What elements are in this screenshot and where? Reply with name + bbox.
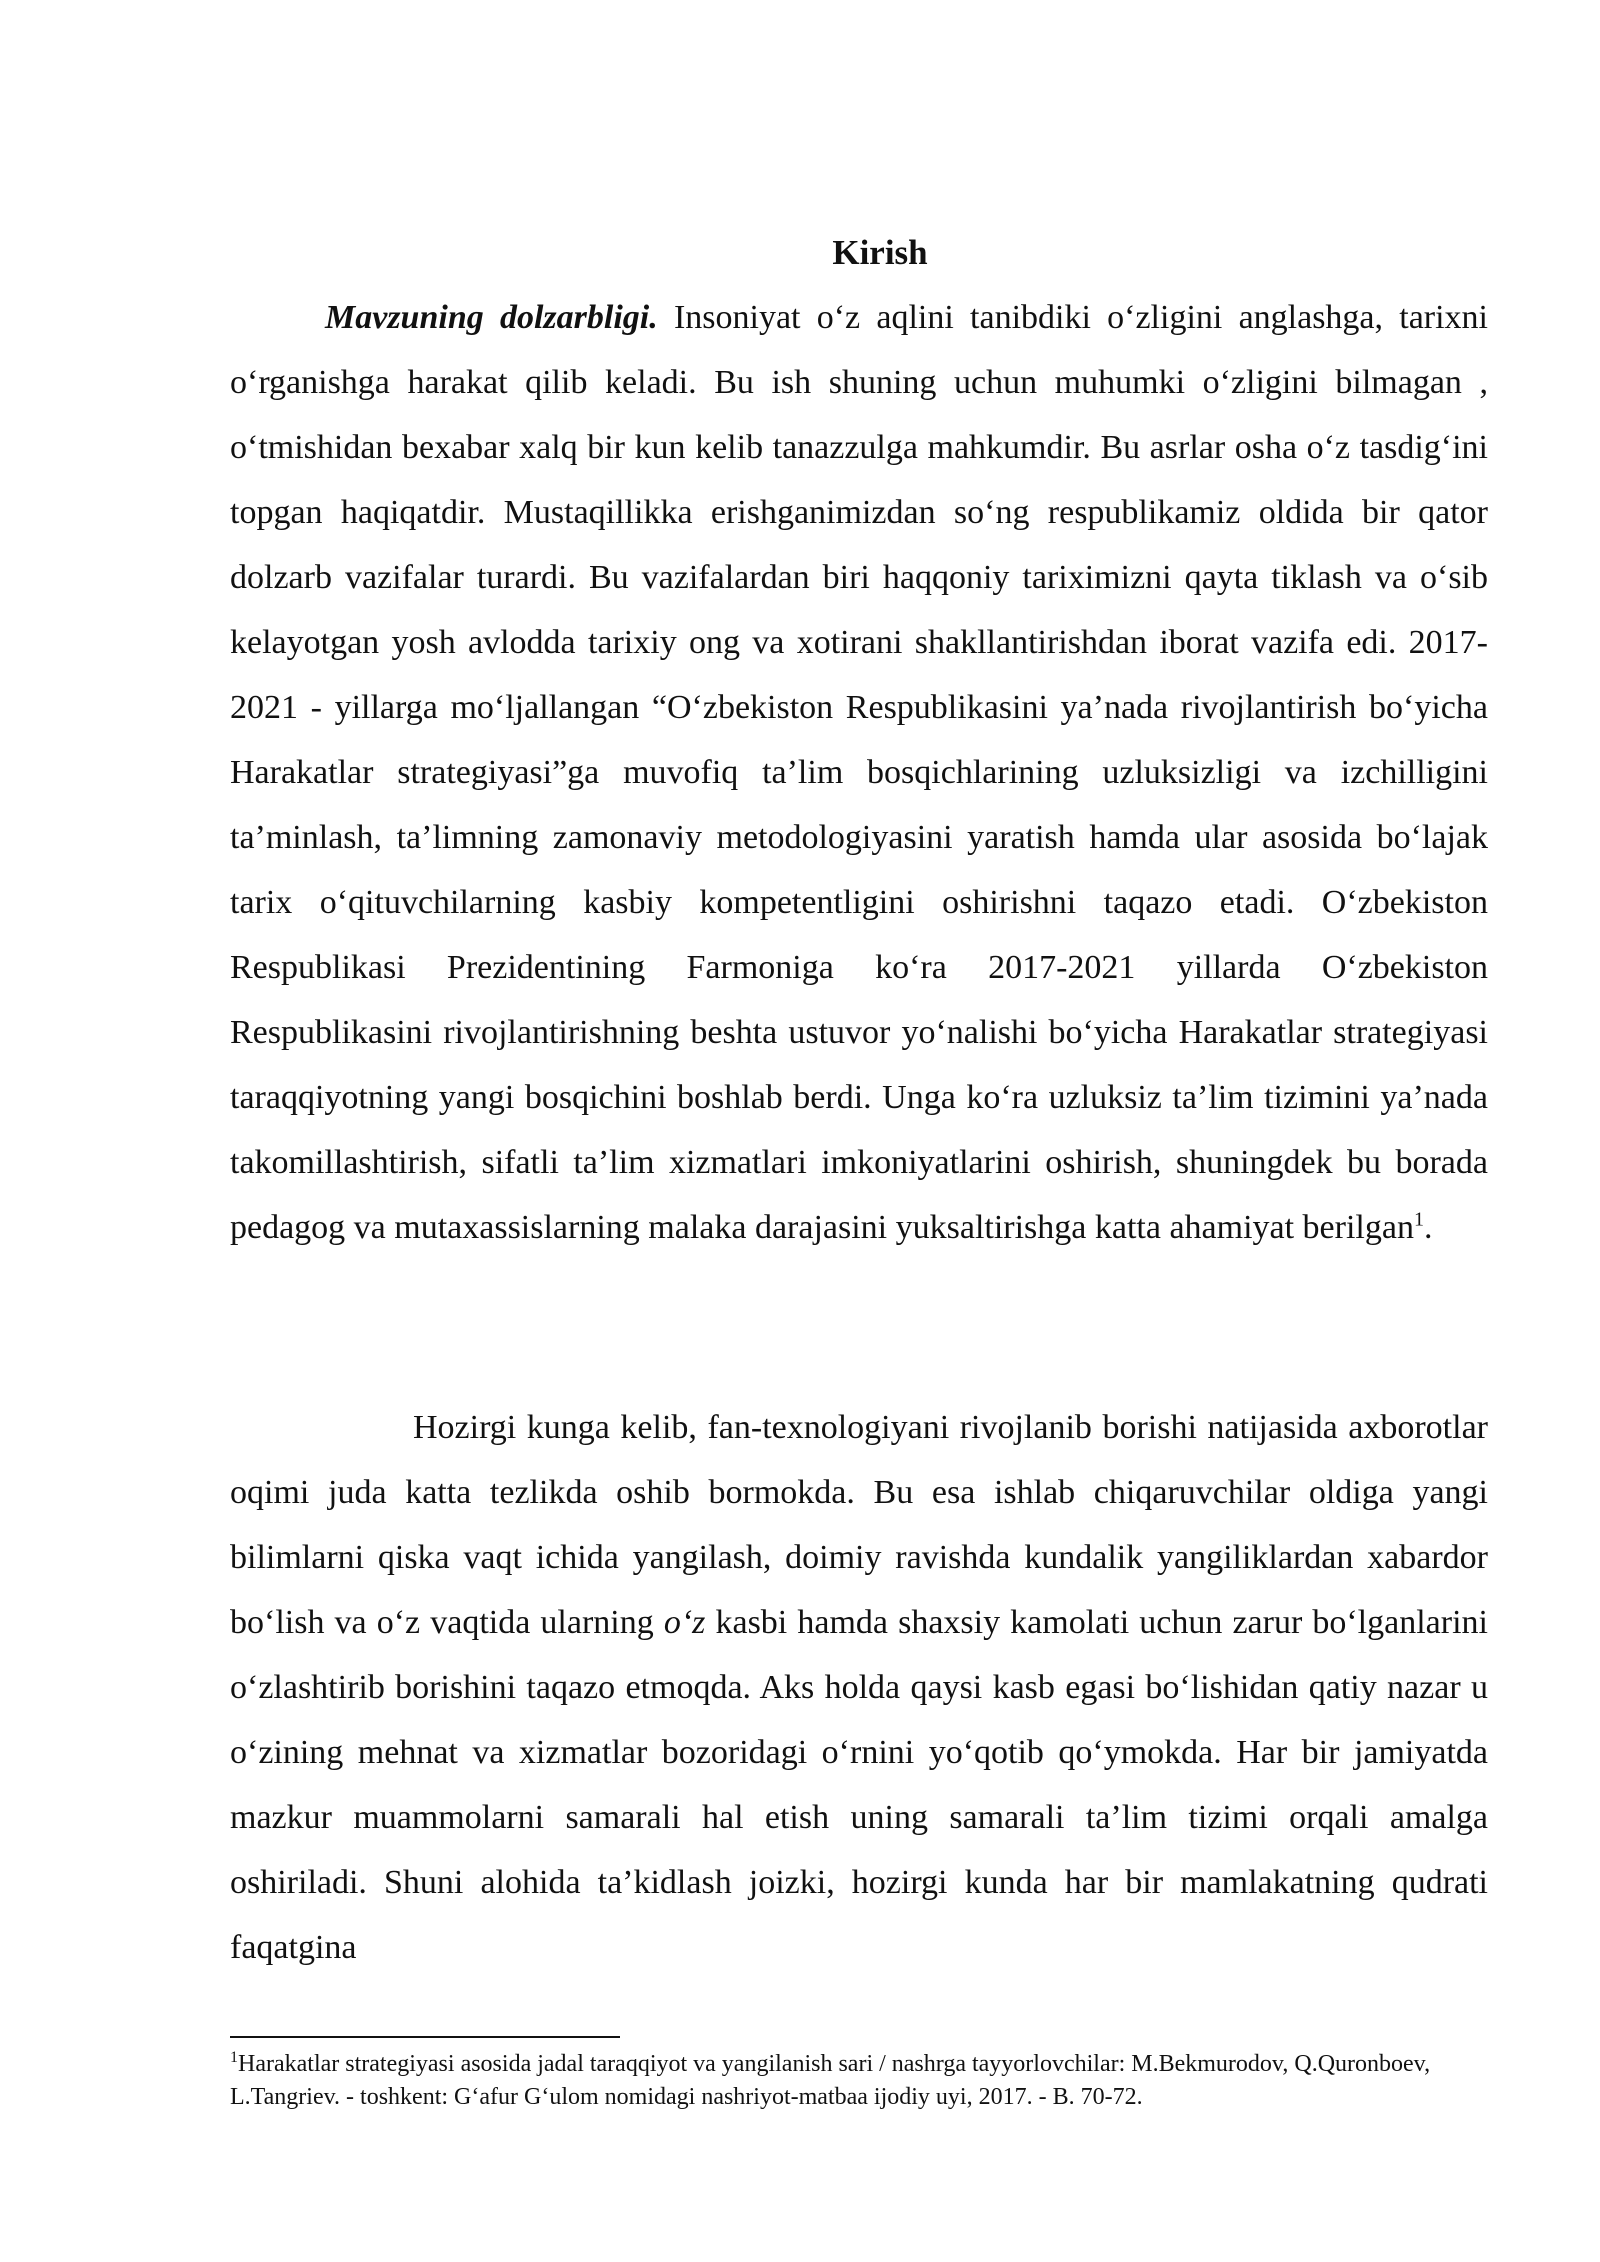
paragraph-emphasis-word: o‘z <box>663 1604 706 1641</box>
footnote-marker: 1 <box>230 2049 238 2066</box>
footnote-text: Harakatlar strategiyasi asosida jadal taraqqiyot va yangilanish sari / nashrga tayyorlovchilar: M.Bekmurodov, Q.Quronboev, L.Tangriev. - toshkent: G‘afur G‘ulom nomidagi nashriyot-matbaa ijodiy uyi, 2017. - B. 70-72. <box>230 2051 1431 2110</box>
footnote <box>230 2048 1492 2114</box>
paragraph-modern-day <box>230 1395 1488 1980</box>
page-title: Kirish <box>832 233 928 272</box>
paragraph-relevance <box>230 285 1488 1260</box>
paragraph-lead-heading: Mavzuning dolzarbligi. <box>325 299 658 336</box>
footnote-separator <box>230 2036 620 2038</box>
paragraph-modern-day-text-before: Hozirgi kunga kelib, fan-texnologiyani rivojlanib borishi natijasida axborotlar oqimi juda katta tezlikda oshib bormokda. Bu esa ishlab chiqaruvchilar oldiga yangi bilimlarni qiska vaqt ichida yangilash, doimiy ravishda kundalik yangiliklardan xabardor bo‘lish va o‘z vaqtida ularning <box>230 1409 1488 1641</box>
paragraph-relevance-end: . <box>1423 1209 1433 1246</box>
paragraph-relevance-text: Insoniyat o‘z aqlini tanibdiki o‘zligini anglashga, tarixni o‘rganishga harakat qilib keladi. Bu ish shuning uchun muhumki o‘zligini bilmagan , o‘tmishidan bexabar xalq bir kun kelib tanazzulga mahkumdir. Bu asrlar osha o‘z tasdig‘ini topgan haqiqatdir. Mustaqillikka erishganimizdan so‘ng respublikamiz oldida bir qator dolzarb vazifalar turardi. Bu vazifalardan biri haqqoniy tariximizni qayta tiklash va o‘sib kelayotgan yosh avlodda tarixiy ong va xotirani shakllantirishdan iborat vazifa edi. 2017-2021 - yillarga mo‘ljallangan “O‘zbekiston Respublikasini ya’nada rivojlantirish bo‘yicha Harakatlar strategiyasi”ga muvofiq ta’lim bosqichlarining uzluksizligi va izchilligini ta’minlash, ta’limning zamonaviy metodologiyasini yaratish hamda ular asosida bo‘lajak tarix o‘qituvchilarning kasbiy kompetentligini oshirishni taqazo etadi. O‘zbekiston Respublikasi Prezidentining Farmoniga ko‘ra 2017-2021 yillarda O‘zbekiston Respublikasini rivojlantirishning beshta ustuvor yo‘nalishi bo‘yicha Harakatlar strategiyasi taraqqiyotning yangi bosqichini boshlab berdi. Unga ko‘ra uzluksiz ta’lim tizimini ya’nada takomillashtirish, sifatli ta’lim xizmatlari imkoniyatlarini oshirish, shuningdek bu borada pedagog va mutaxassislarning malaka darajasini yuksaltirishga katta ahamiyat berilgan <box>230 299 1489 1246</box>
footnote-reference[interactable]: 1 <box>1413 1208 1424 1231</box>
paragraph-modern-day-text-after: kasbi hamda shaxsiy kamolati uchun zarur bo‘lganlarini o‘zlashtirib borishini taqazo etmoqda. Aks holda qaysi kasb egasi bo‘lishidan qatiy nazar u o‘zining mehnat va xizmatlar bozoridagi o‘rnini yo‘qotib qo‘ymokda. Har bir jamiyatda mazkur muammolarni samarali hal etish uning samarali ta’lim tizimi orqali amalga oshiriladi. Shuni alohida ta’kidlash joizki, hozirgi kunda har bir mamlakatning qudrati faqatgina <box>230 1604 1488 1966</box>
